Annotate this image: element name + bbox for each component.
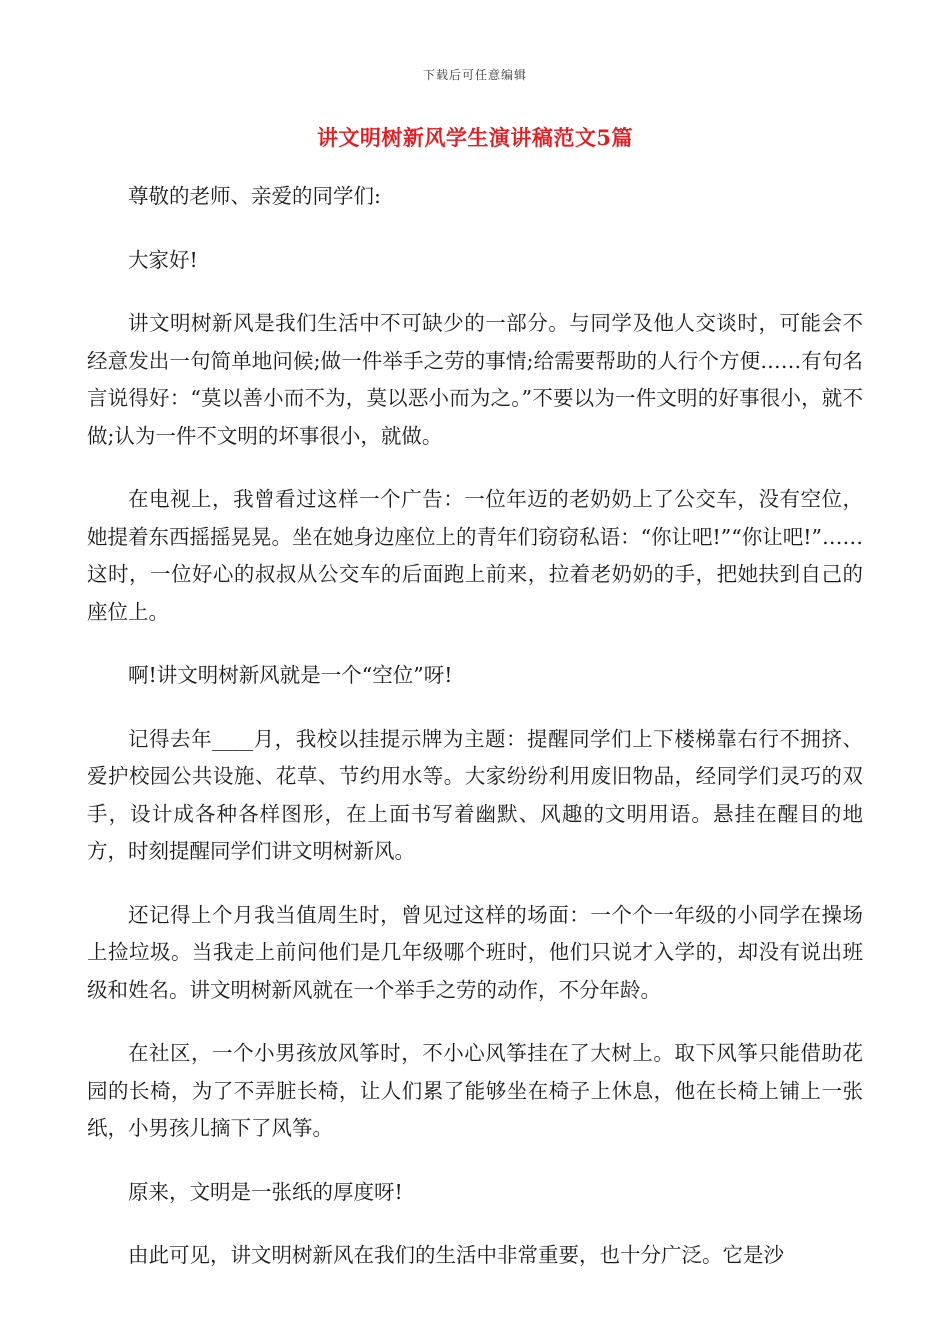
paragraph: 讲文明树新风是我们生活中不可缺少的一部分。与同学及他人交谈时，可能会不经意发出一句简单地问候;做一件举手之劳的事情;给需要帮助的人行个方便……有句名言说得好：“莫以善小而不为，莫以恶小而为之。”不要以为一件文明的好事很小，就不做;认为一件不文明的坏事很小，就做。 xyxy=(87,311,863,448)
header-note: 下载后可任意编辑 xyxy=(422,68,527,82)
paragraph: 在电视上，我曾看过这样一个广告：一位年迈的老奶奶上了公交车，没有空位，她提着东西摇摇晃晃。坐在她身边座位上的青年们窃窃私语：“你让吧!”“你让吧!”……这时，一位好心的叔叔从公交车的后面跑上前来，拉着老奶奶的手，把她扶到自己的座位上。 xyxy=(87,487,863,624)
paragraph: 由此可见，讲文明树新风在我们的生活中非常重要，也十分广泛。它是沙 xyxy=(128,1243,784,1267)
paragraph: 啊!讲文明树新风就是一个“空位”呀! xyxy=(128,663,453,687)
document-body xyxy=(87,178,863,1301)
salutation: 尊敬的老师、亲爱的同学们: xyxy=(128,184,381,208)
paragraph: 还记得上个月我当值周生时，曾见过这样的场面：一个个一年级的小同学在操场上捡垃圾。当我走上前问他们是几年级哪个班时，他们只说才入学的，却没有说出班级和姓名。讲文明树新风就在一个举手之劳的动作，不分年龄。 xyxy=(87,902,863,1002)
document-title: 讲文明树新风学生演讲稿范文5篇 xyxy=(316,125,634,150)
paragraph: 在社区，一个小男孩放风筝时，不小心风筝挂在了大树上。取下风筝只能借助花园的长椅，为了不弄脏长椅，让人们累了能够坐在椅子上休息，他在长椅上铺上一张纸，小男孩儿摘下了风筝。 xyxy=(87,1041,863,1140)
greeting: 大家好! xyxy=(128,247,198,272)
paragraph: 记得去年____月，我校以挂提示牌为主题：提醒同学们上下楼梯靠右行不拥挤、爱护校园公共设施、花草、节约用水等。大家纷纷利用废旧物品，经同学们灵巧的双手，设计成各种各样图形，在上面书写着幽默、风趣的文明用语。悬挂在醒目的地方，时刻提醒同学们讲文明树新风。 xyxy=(87,726,863,863)
paragraph: 原来，文明是一张纸的厚度呀! xyxy=(128,1179,403,1204)
